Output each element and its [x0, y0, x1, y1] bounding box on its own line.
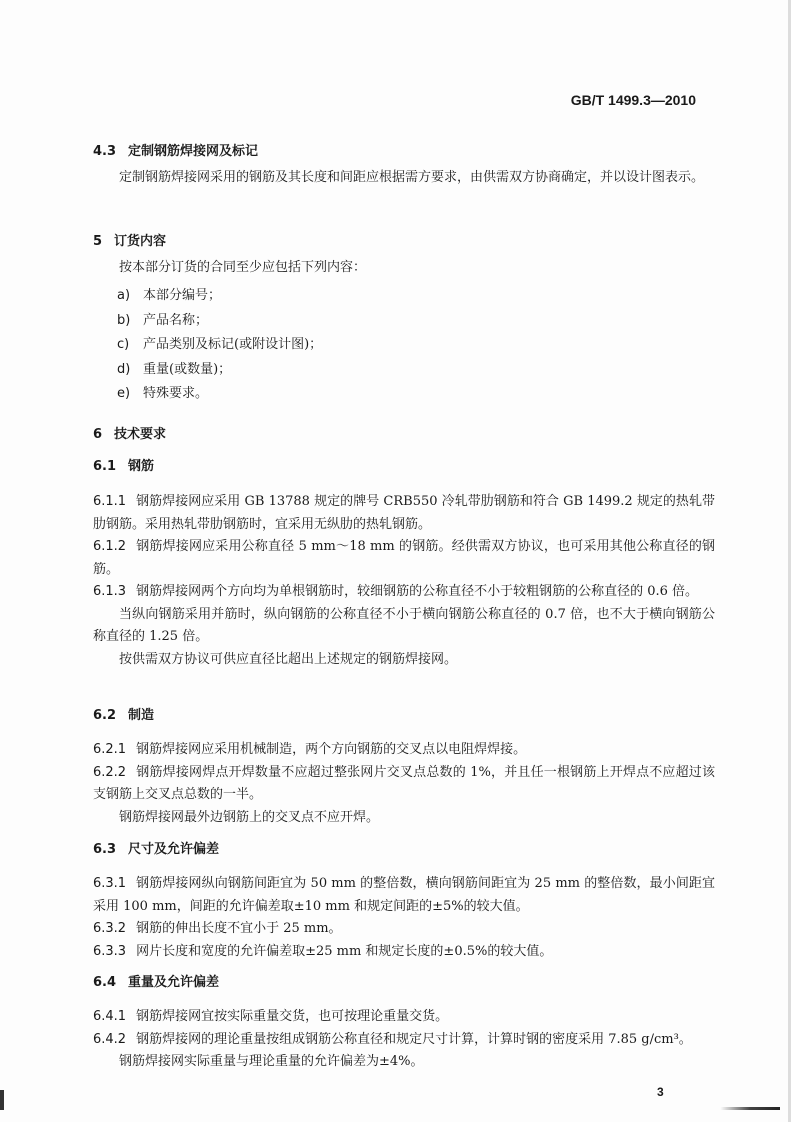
clause-text: 钢筋焊接网焊点开焊数量不应超过整张网片交叉点总数的 1%，并且任一根钢筋上开焊点不应超过该支钢筋上交叉点总数的一半。: [93, 764, 715, 802]
clause: [93, 536, 715, 581]
clause-6-2: [93, 739, 715, 829]
page-number: 3: [657, 1085, 664, 1099]
list-item: [93, 382, 715, 407]
section-6-4-heading: [93, 972, 715, 995]
section-title: 技术要求: [114, 427, 167, 442]
clause: [93, 739, 715, 762]
scan-artifact: [0, 1090, 4, 1110]
section-6-1-heading: [93, 456, 715, 479]
clause: [93, 918, 715, 941]
paragraph: 按供需双方协议可供应直径比超出上述规定的钢筋焊接网。: [119, 651, 458, 667]
clause-number: 6.1.3: [93, 584, 127, 599]
section-4-3-heading: [93, 141, 715, 164]
section-number: 6.2: [93, 708, 117, 723]
paragraph: 钢筋焊接网实际重量与理论重量的允许偏差为±4%。: [119, 1054, 424, 1069]
clause-text: 钢筋焊接网纵向钢筋间距宜为 50 mm 的整倍数，横向钢筋间距宜为 25 mm 的整倍数，最小间距宜采用 100 mm，间距的允许偏差取±10 mm 和规定间距的±5%的较大值。: [93, 876, 715, 914]
standard-number: GB/T 1499.3—2010: [570, 92, 696, 108]
clause-6-4: [93, 1006, 715, 1074]
section-number: 6.1: [93, 459, 117, 474]
clause-text: 钢筋焊接网应采用公称直径 5 mm～18 mm 的钢筋。经供需双方协议，也可采用其他公称直径的钢筋。: [93, 539, 715, 577]
list-text: 特殊要求。: [143, 386, 209, 401]
clause: [93, 1006, 715, 1029]
clause: [93, 581, 715, 604]
clause: [93, 762, 715, 807]
clause-text: 钢筋焊接网宜按实际重量交货，也可按理论重量交货。: [136, 1009, 449, 1024]
paragraph: 钢筋焊接网最外边钢筋上的交叉点不应开焊。: [119, 809, 380, 825]
clause-text: 钢筋焊接网应采用 GB 13788 规定的牌号 CRB550 冷轧带肋钢筋和符合 GB 1499.2 规定的热轧带肋钢筋。采用热轧带肋钢筋时，宜采用无纵肋的热轧钢筋。: [93, 494, 715, 532]
clause-6-1: [93, 491, 715, 671]
clause-number: 6.1.1: [93, 494, 127, 509]
section-6-heading: [93, 424, 715, 447]
paragraph: 当纵向钢筋采用并筋时，纵向钢筋的公称直径不小于横向钢筋公称直径的 0.7 倍，也不大于横向钢筋公称直径的 1.25 倍。: [93, 606, 715, 644]
list-marker: c): [117, 337, 130, 352]
clause-number: 6.4.1: [93, 1009, 127, 1024]
clause: [93, 941, 715, 964]
clause-number: 6.4.2: [93, 1031, 127, 1047]
section-number: 4.3: [93, 144, 117, 159]
list-marker: e): [117, 386, 131, 401]
list-marker: d): [117, 361, 131, 377]
clause-number: 6.2.1: [93, 742, 127, 757]
section-number: 6: [93, 427, 103, 442]
list-text: 产品类别及标记(或附设计图)；: [143, 337, 323, 352]
clause-number: 6.3.2: [93, 921, 127, 936]
list-text: 本部分编号；: [143, 288, 222, 303]
clause-text: 网片长度和宽度的允许偏差取±25 mm 和规定长度的±0.5%的较大值。: [136, 943, 553, 959]
section-title: 钢筋: [128, 459, 155, 474]
section-5-heading: [93, 231, 715, 254]
section-title: 定制钢筋焊接网及标记: [128, 144, 259, 159]
section-title: 尺寸及允许偏差: [128, 842, 220, 857]
order-list: [93, 284, 715, 407]
section-number: 5: [93, 234, 103, 249]
section-title: 订货内容: [114, 234, 167, 249]
section-title: 制造: [128, 708, 155, 723]
clause-number: 6.3.3: [93, 943, 127, 959]
paragraph: 按本部分订货的合同至少应包括下列内容：: [119, 260, 367, 275]
clause-text: 钢筋焊接网的理论重量按组成钢筋公称直径和规定尺寸计算，计算时钢的密度采用 7.85 g/cm³。: [136, 1031, 692, 1047]
clause: [93, 873, 715, 918]
list-marker: b): [117, 312, 131, 328]
section-number: 6.4: [93, 975, 117, 990]
clause-number: 6.3.1: [93, 876, 127, 891]
section-6-2-heading: [93, 705, 715, 728]
list-item: [93, 284, 715, 309]
list-item: [93, 358, 715, 383]
list-text: 重量(或数量)；: [143, 361, 232, 377]
clause-text: 钢筋的伸出长度不宜小于 25 mm。: [136, 921, 342, 936]
section-number: 6.3: [93, 842, 117, 857]
scan-artifact: [720, 1107, 780, 1110]
list-item: [93, 333, 715, 358]
list-marker: a): [117, 288, 131, 303]
section-6-3-heading: [93, 839, 715, 862]
clause-number: 6.1.2: [93, 539, 127, 554]
paragraph: 定制钢筋焊接网采用的钢筋及其长度和间距应根据需方要求，由供需双方协商确定，并以设计图表示。: [119, 170, 705, 185]
clause-text: 钢筋焊接网应采用机械制造，两个方向钢筋的交叉点以电阻焊焊接。: [136, 742, 527, 757]
clause-6-3: [93, 873, 715, 963]
clause-text: 钢筋焊接网两个方向均为单根钢筋时，较细钢筋的公称直径不小于较粗钢筋的公称直径的 0.6 倍。: [136, 584, 699, 599]
clause: [93, 1029, 715, 1052]
clause-number: 6.2.2: [93, 764, 127, 780]
clause: [93, 491, 715, 536]
section-title: 重量及允许偏差: [128, 975, 220, 990]
list-item: [93, 309, 715, 334]
list-text: 产品名称；: [143, 312, 209, 328]
